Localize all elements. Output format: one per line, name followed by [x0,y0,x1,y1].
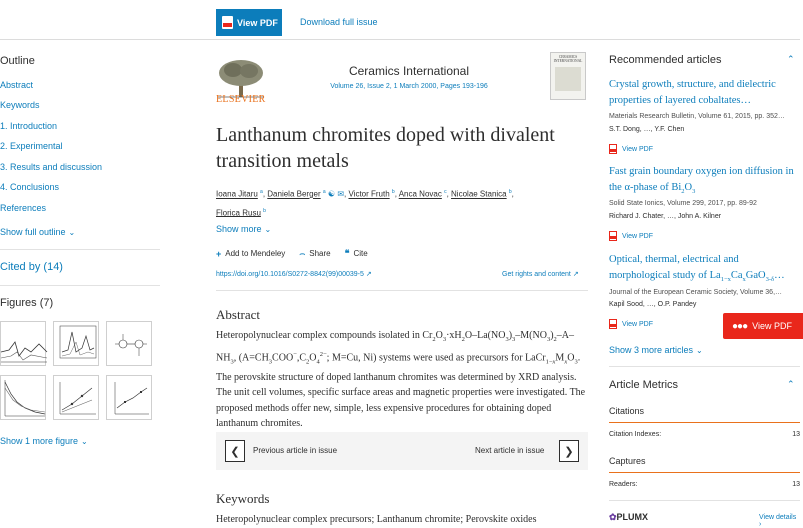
recommended-article-title[interactable]: Crystal growth, structure, and dielectric properties of layered cobaltates… [609,79,776,106]
article-metrics-heading: Article Metrics [609,379,679,391]
author-link[interactable]: Daniela Berger [267,189,321,199]
divider [609,366,800,367]
outline-item-introduction[interactable]: 1. Introduction [0,121,58,131]
journal-cover-image[interactable] [550,52,586,100]
divider [609,500,800,501]
figure-thumbnail-6[interactable] [106,375,152,420]
outline-item-conclusions[interactable]: 4. Conclusions [0,182,60,192]
outline-item-keywords[interactable]: Keywords [0,100,40,110]
view-details-link[interactable] [759,514,800,528]
affiliation-marker[interactable]: a [260,189,263,195]
citation-indexes-label: Citation Indexes: [609,431,662,438]
recommended-article-title[interactable]: Optical, thermal, electrical and morphological study of $La_{1-x}Ca_xGaO_{3-\delta}\dots$ [609,254,785,284]
recommended-article-authors: S.T. Dong, …, Y.F. Chen [609,126,685,133]
chevron-right-icon: ❯ [564,445,574,458]
show-full-outline-label: Show full outline [0,227,66,237]
chevron-down-icon: ⌄ [264,225,272,234]
add-to-mendeley-label: Add to Mendeley [225,249,286,258]
readers-value: 13 [792,481,800,488]
figures-heading: Figures (7) [0,297,54,309]
pdf-icon [609,231,617,241]
show-more-articles-label: Show 3 more articles [609,345,694,355]
email-icon[interactable]: ✉ [337,189,345,199]
author-link[interactable]: Ioana Jitaru [216,189,258,199]
download-full-issue-link[interactable]: Download full issue [300,17,378,27]
view-pdf-label: View PDF [622,232,653,240]
captures-label: Captures [609,456,646,466]
previous-article-label[interactable]: Previous article in issue [253,446,338,455]
plumx-text: PLUMX [616,512,649,522]
author-list: Ioana Jitaru $^a$, Daniela Berger $^a$ ☯ ✉, Victor Fruth $^b$, Anca Novac $^c$, Nicolae Stanica $^b$, Florica Rusu $^b$ [216,189,514,218]
rights-text: Get rights and content [502,271,571,278]
affiliation-marker[interactable]: b [263,207,266,214]
figure-thumbnail-5[interactable] [53,375,99,420]
view-pdf-button[interactable] [216,9,282,36]
recommended-view-pdf-link[interactable] [609,319,653,329]
recommended-view-pdf-link[interactable] [609,144,653,154]
keywords-text: Heteropolynuclear complex precursors; Lanthanum chromite; Perovskite oxides [216,514,537,525]
figure-thumbnail-2[interactable] [53,321,99,366]
quote-icon: ❝ [344,248,350,258]
show-full-outline-button[interactable] [0,227,75,237]
show-more-figure-label: Show 1 more figure [0,436,79,446]
journal-cover-text: CERAMICS INTERNATIONAL [553,55,583,63]
article-title: Lanthanum chromites doped with divalent transition metals [216,124,555,172]
cite-button[interactable] [345,248,368,259]
next-article-button[interactable] [559,440,579,462]
outline-item-abstract[interactable]: Abstract [0,80,34,90]
doi-link[interactable] [216,270,372,278]
show-more-label: Show more [216,224,262,234]
pdf-icon [222,16,233,29]
divider [0,249,160,250]
plus-icon: + [216,248,222,259]
recommended-article-source: Materials Research Bulletin, Volume 61, 2015, pp. 352… [609,113,785,120]
cite-label: Cite [353,249,368,258]
figure-thumbnail-1[interactable] [0,321,46,366]
external-link-icon: ↗ [365,271,372,278]
abstract-text: Heteropolynuclear complex compounds isolated in $Cr_2O_3\cdot xH_2O-La(NO_3)_3-M(NO_3)_2-A-NH_3$, ($A=CH_3COO^-,C_2O_4^{2-}$; M=Cu, Ni) systems were used as precursors for $LaCr_{1-x}M_xO_3$. The perovskite structure of doped lanthanum chromites was determined by XRD analysis. The unit cell volumes, specific surface areas and magnetic properties were investigated. The proposed methods offer new, simple, less expensive procedures for obtaining doped lanthanum chromites. [216,330,586,429]
view-details-label: View details [759,514,797,521]
citations-label: Citations [609,406,645,416]
recommended-article-authors: Kapil Sood, …, O.P. Pandey [609,301,697,308]
share-button[interactable] [299,248,330,259]
previous-article-button[interactable] [225,440,245,462]
chevron-down-icon: ⌄ [68,228,76,237]
article-actions [216,248,368,259]
person-icon[interactable]: ☯ [327,189,336,199]
keywords-heading: Keywords [216,491,270,506]
doi-text: https://doi.org/10.1016/S0272-8842(99)00039-5 [216,271,364,278]
pdf-icon [609,319,617,329]
readers-row [609,481,800,488]
view-pdf-label: View PDF [622,320,653,328]
figure-thumbnail-3[interactable] [106,321,152,366]
divider [0,285,160,286]
chevron-up-icon[interactable]: ⌃ [787,379,795,389]
recommended-article-source: Solid State Ionics, Volume 299, 2017, pp. 89-92 [609,200,757,207]
share-icon: ⌢ [299,248,306,258]
outline-item-experimental[interactable]: 2. Experimental [0,141,63,151]
outline-item-results[interactable]: 3. Results and discussion [0,162,103,172]
show-more-figure-button[interactable] [0,436,88,446]
author-link[interactable]: Nicolae Stanica [451,189,507,199]
recommended-article-authors: Richard J. Chater, …, John A. Kilner [609,213,722,220]
share-label: Share [309,249,331,258]
article-navigation [216,432,588,470]
author-link[interactable]: Victor Fruth [348,189,390,199]
recommended-view-pdf-link[interactable] [609,231,653,241]
top-toolbar [0,0,800,40]
floating-view-pdf-button[interactable] [723,313,803,339]
affiliation-marker[interactable]: b [508,189,512,195]
cited-by-link[interactable]: Cited by (14) [0,261,63,273]
issue-info-link[interactable]: Volume 26, Issue 2, 1 March 2000, Pages 193-196 [330,83,488,90]
show-more-button[interactable] [216,224,271,234]
divider [216,290,588,291]
captures-bar [609,472,800,473]
pdf-icon [609,144,617,154]
chevron-left-icon: ❮ [230,445,240,458]
chevron-right-icon: › [759,521,762,528]
plumx-logo[interactable] [609,512,648,523]
outline-heading: Outline [0,55,35,67]
readers-label: Readers: [609,481,638,488]
chevron-down-icon: ⌄ [81,437,88,446]
view-pdf-label: View PDF [237,17,278,28]
view-pdf-label: View PDF [622,145,653,153]
recommended-article-source: Journal of the European Ceramic Society, Volume 36,… [609,289,783,296]
recommended-article-title[interactable]: Fast grain boundary oxygen ion diffusion in the α-phase of $Bi_2O_3$ [609,166,794,196]
author-link[interactable]: Florica Rusu [216,208,261,218]
recommended-heading: Recommended articles [609,54,722,66]
citations-bar [609,422,800,423]
journal-title[interactable]: Ceramics International [348,64,470,78]
floating-view-pdf-label: View PDF [752,321,792,331]
plumx-icon: ✿ [609,512,617,522]
rights-link[interactable] [502,270,579,278]
affiliation-marker[interactable]: c [444,189,447,195]
citation-indexes-value: 13 [792,431,800,438]
affiliation-marker[interactable]: b [391,189,395,195]
citation-indexes-row [609,431,800,438]
external-link-icon: ↗ [572,271,579,278]
author-link[interactable]: Anca Novac [398,189,442,199]
outline-item-references[interactable]: References [0,203,47,213]
chevron-down-icon: ⌄ [696,346,703,355]
show-more-articles-button[interactable] [609,345,703,355]
people-icon: ●●● [732,320,748,332]
affiliation-marker[interactable]: a [322,189,326,195]
abstract-heading: Abstract [216,307,261,322]
elsevier-wordmark: ELSEVIER [216,94,266,105]
chevron-up-icon[interactable]: ⌃ [787,54,795,64]
add-to-mendeley-button[interactable] [216,248,285,259]
figure-thumbnail-4[interactable] [0,375,46,420]
next-article-label[interactable]: Next article in issue [475,446,545,455]
